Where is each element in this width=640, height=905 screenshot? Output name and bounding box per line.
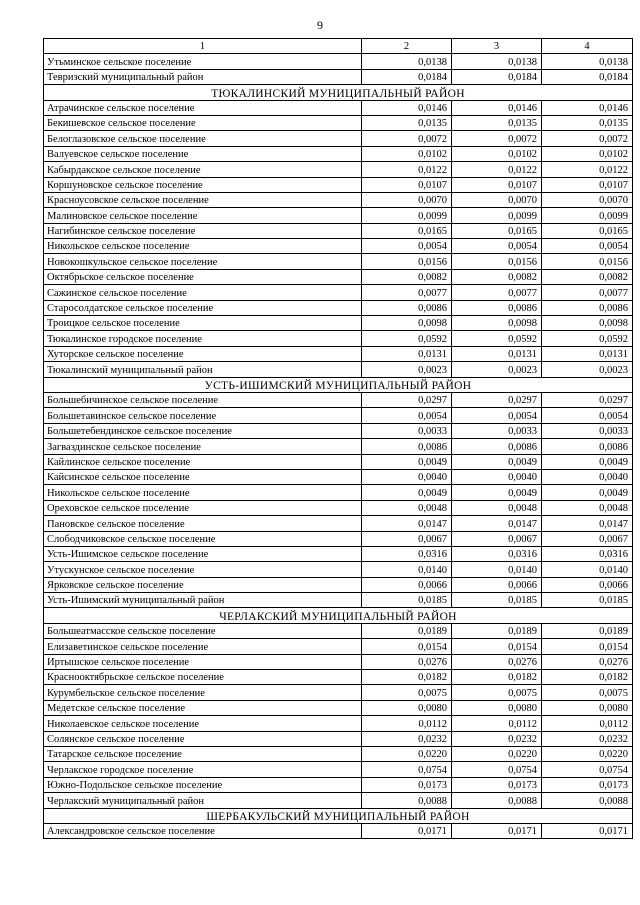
value-col-3: 0,0080 bbox=[452, 700, 542, 715]
value-col-4: 0,0107 bbox=[542, 177, 633, 192]
value-col-3: 0,0154 bbox=[452, 639, 542, 654]
value-col-4: 0,0040 bbox=[542, 469, 633, 484]
value-col-4: 0,0102 bbox=[542, 146, 633, 161]
value-col-4: 0,0033 bbox=[542, 423, 633, 438]
settlement-name: Александровское сельское поселение bbox=[44, 823, 362, 838]
settlement-name: Ореховское сельское поселение bbox=[44, 500, 362, 515]
value-col-3: 0,0189 bbox=[452, 623, 542, 638]
settlement-name: Кайсинское сельское поселение bbox=[44, 469, 362, 484]
table-row bbox=[44, 639, 633, 654]
value-col-4: 0,0049 bbox=[542, 454, 633, 469]
value-col-4: 0,0048 bbox=[542, 500, 633, 515]
value-col-3: 0,0099 bbox=[452, 208, 542, 223]
value-col-3: 0,0297 bbox=[452, 392, 542, 407]
value-col-4: 0,0135 bbox=[542, 115, 633, 130]
value-col-4: 0,0122 bbox=[542, 162, 633, 177]
value-col-3: 0,0112 bbox=[452, 716, 542, 731]
value-col-2: 0,0086 bbox=[362, 439, 452, 454]
table-row bbox=[44, 546, 633, 561]
value-col-3: 0,0146 bbox=[452, 100, 542, 115]
value-col-4: 0,0075 bbox=[542, 685, 633, 700]
value-col-2: 0,0086 bbox=[362, 300, 452, 315]
table-row bbox=[44, 239, 633, 254]
table-row bbox=[44, 54, 633, 69]
value-col-4: 0,0112 bbox=[542, 716, 633, 731]
settlement-name: Черлакский муниципальный район bbox=[44, 793, 362, 808]
value-col-3: 0,0165 bbox=[452, 223, 542, 238]
table-row bbox=[44, 423, 633, 438]
value-col-4: 0,0754 bbox=[542, 762, 633, 777]
value-col-4: 0,0189 bbox=[542, 623, 633, 638]
value-col-2: 0,0592 bbox=[362, 331, 452, 346]
table-row bbox=[44, 192, 633, 207]
value-col-4: 0,0146 bbox=[542, 100, 633, 115]
table-row bbox=[44, 208, 633, 223]
column-header-1: 1 bbox=[44, 39, 362, 54]
value-col-4: 0,0086 bbox=[542, 300, 633, 315]
table-body bbox=[44, 54, 633, 839]
value-col-2: 0,0049 bbox=[362, 454, 452, 469]
table-row bbox=[44, 823, 633, 838]
value-col-3: 0,0122 bbox=[452, 162, 542, 177]
value-col-3: 0,0067 bbox=[452, 531, 542, 546]
table-row bbox=[44, 162, 633, 177]
value-col-3: 0,0185 bbox=[452, 593, 542, 608]
table-row bbox=[44, 408, 633, 423]
value-col-3: 0,0086 bbox=[452, 439, 542, 454]
value-col-3: 0,0220 bbox=[452, 746, 542, 761]
settlement-name: Кайлинское сельское поселение bbox=[44, 454, 362, 469]
table-row bbox=[44, 700, 633, 715]
table-row bbox=[44, 485, 633, 500]
value-col-4: 0,0156 bbox=[542, 254, 633, 269]
value-col-3: 0,0048 bbox=[452, 500, 542, 515]
table-row bbox=[44, 654, 633, 669]
value-col-3: 0,0592 bbox=[452, 331, 542, 346]
value-col-4: 0,0086 bbox=[542, 439, 633, 454]
settlement-name: Нагибинское сельское поселение bbox=[44, 223, 362, 238]
table-row bbox=[44, 777, 633, 792]
value-col-3: 0,0098 bbox=[452, 316, 542, 331]
table-row bbox=[44, 362, 633, 377]
value-col-3: 0,0173 bbox=[452, 777, 542, 792]
table-header-row bbox=[44, 39, 633, 54]
table-row bbox=[44, 223, 633, 238]
value-col-3: 0,0184 bbox=[452, 69, 542, 84]
region-header-row bbox=[44, 808, 633, 823]
value-col-2: 0,0080 bbox=[362, 700, 452, 715]
value-col-2: 0,0138 bbox=[362, 54, 452, 69]
value-col-2: 0,0297 bbox=[362, 392, 452, 407]
value-col-3: 0,0054 bbox=[452, 239, 542, 254]
value-col-2: 0,0135 bbox=[362, 115, 452, 130]
table-row bbox=[44, 500, 633, 515]
region-header-row bbox=[44, 85, 633, 100]
value-col-3: 0,0171 bbox=[452, 823, 542, 838]
settlement-name: Большетебендинское сельское поселение bbox=[44, 423, 362, 438]
value-col-2: 0,0040 bbox=[362, 469, 452, 484]
value-col-3: 0,0156 bbox=[452, 254, 542, 269]
value-col-2: 0,0082 bbox=[362, 269, 452, 284]
settlement-name: Старосолдатское сельское поселение bbox=[44, 300, 362, 315]
column-header-4: 4 bbox=[542, 39, 633, 54]
table-row bbox=[44, 716, 633, 731]
value-col-3: 0,0107 bbox=[452, 177, 542, 192]
table-row bbox=[44, 469, 633, 484]
value-col-4: 0,0131 bbox=[542, 346, 633, 361]
value-col-4: 0,0297 bbox=[542, 392, 633, 407]
settlement-name: Усть-Ишимский муниципальный район bbox=[44, 593, 362, 608]
value-col-2: 0,0098 bbox=[362, 316, 452, 331]
table-row bbox=[44, 115, 633, 130]
value-col-2: 0,0112 bbox=[362, 716, 452, 731]
value-col-4: 0,0220 bbox=[542, 746, 633, 761]
value-col-4: 0,0099 bbox=[542, 208, 633, 223]
table-row bbox=[44, 593, 633, 608]
settlement-name: Тюкалинское городское поселение bbox=[44, 331, 362, 346]
table-row bbox=[44, 300, 633, 315]
value-col-4: 0,0154 bbox=[542, 639, 633, 654]
value-col-2: 0,0102 bbox=[362, 146, 452, 161]
value-col-2: 0,0072 bbox=[362, 131, 452, 146]
region-title: ТЮКАЛИНСКИЙ МУНИЦИПАЛЬНЫЙ РАЙОН bbox=[44, 85, 633, 100]
value-col-4: 0,0049 bbox=[542, 485, 633, 500]
value-col-3: 0,0040 bbox=[452, 469, 542, 484]
table-row bbox=[44, 562, 633, 577]
value-col-4: 0,0080 bbox=[542, 700, 633, 715]
settlement-name: Медетское сельское поселение bbox=[44, 700, 362, 715]
settlement-name: Елизаветинское сельское поселение bbox=[44, 639, 362, 654]
value-col-3: 0,0049 bbox=[452, 485, 542, 500]
value-col-2: 0,0146 bbox=[362, 100, 452, 115]
table-row bbox=[44, 331, 633, 346]
value-col-4: 0,0184 bbox=[542, 69, 633, 84]
value-col-2: 0,0033 bbox=[362, 423, 452, 438]
value-col-3: 0,0070 bbox=[452, 192, 542, 207]
settlement-name: Усть-Ишимское сельское поселение bbox=[44, 546, 362, 561]
region-title: УСТЬ-ИШИМСКИЙ МУНИЦИПАЛЬНЫЙ РАЙОН bbox=[44, 377, 633, 392]
settlement-name: Сажинское сельское поселение bbox=[44, 285, 362, 300]
value-col-2: 0,0189 bbox=[362, 623, 452, 638]
value-col-3: 0,0066 bbox=[452, 577, 542, 592]
value-col-2: 0,0232 bbox=[362, 731, 452, 746]
settlement-name: Октябрьское сельское поселение bbox=[44, 269, 362, 284]
table-row bbox=[44, 177, 633, 192]
value-col-2: 0,0754 bbox=[362, 762, 452, 777]
value-col-2: 0,0122 bbox=[362, 162, 452, 177]
value-col-3: 0,0033 bbox=[452, 423, 542, 438]
settlement-name: Красноусовское сельское поселение bbox=[44, 192, 362, 207]
settlement-name: Слободчиковское сельское поселение bbox=[44, 531, 362, 546]
settlement-name: Хуторское сельское поселение bbox=[44, 346, 362, 361]
value-col-3: 0,0182 bbox=[452, 670, 542, 685]
column-header-2: 2 bbox=[362, 39, 452, 54]
value-col-3: 0,0049 bbox=[452, 454, 542, 469]
table-row bbox=[44, 454, 633, 469]
value-col-2: 0,0099 bbox=[362, 208, 452, 223]
value-col-3: 0,0054 bbox=[452, 408, 542, 423]
value-col-3: 0,0138 bbox=[452, 54, 542, 69]
value-col-4: 0,0054 bbox=[542, 239, 633, 254]
table-row bbox=[44, 531, 633, 546]
value-col-2: 0,0165 bbox=[362, 223, 452, 238]
value-col-2: 0,0048 bbox=[362, 500, 452, 515]
value-col-4: 0,0066 bbox=[542, 577, 633, 592]
settlement-name: Пановское сельское поселение bbox=[44, 516, 362, 531]
settlement-name: Бекишевское сельское поселение bbox=[44, 115, 362, 130]
value-col-3: 0,0135 bbox=[452, 115, 542, 130]
value-col-2: 0,0077 bbox=[362, 285, 452, 300]
settlement-name: Южно-Подольское сельское поселение bbox=[44, 777, 362, 792]
value-col-4: 0,0316 bbox=[542, 546, 633, 561]
table-row bbox=[44, 392, 633, 407]
table-row bbox=[44, 623, 633, 638]
settlement-name: Никольское сельское поселение bbox=[44, 485, 362, 500]
settlement-name: Краснооктябрьское сельское поселение bbox=[44, 670, 362, 685]
value-col-4: 0,0077 bbox=[542, 285, 633, 300]
value-col-2: 0,0147 bbox=[362, 516, 452, 531]
value-col-2: 0,0088 bbox=[362, 793, 452, 808]
value-col-3: 0,0088 bbox=[452, 793, 542, 808]
value-col-2: 0,0070 bbox=[362, 192, 452, 207]
value-col-3: 0,0102 bbox=[452, 146, 542, 161]
value-col-3: 0,0023 bbox=[452, 362, 542, 377]
value-col-2: 0,0173 bbox=[362, 777, 452, 792]
value-col-4: 0,0072 bbox=[542, 131, 633, 146]
settlement-name: Новокошкульское сельское поселение bbox=[44, 254, 362, 269]
value-col-4: 0,0054 bbox=[542, 408, 633, 423]
settlement-name: Коршуновское сельское поселение bbox=[44, 177, 362, 192]
settlement-name: Утускунское сельское поселение bbox=[44, 562, 362, 577]
value-col-2: 0,0067 bbox=[362, 531, 452, 546]
table-row bbox=[44, 131, 633, 146]
value-col-4: 0,0070 bbox=[542, 192, 633, 207]
table-row bbox=[44, 746, 633, 761]
table-row bbox=[44, 685, 633, 700]
value-col-4: 0,0165 bbox=[542, 223, 633, 238]
value-col-3: 0,0072 bbox=[452, 131, 542, 146]
value-col-2: 0,0131 bbox=[362, 346, 452, 361]
value-col-3: 0,0754 bbox=[452, 762, 542, 777]
page-number: 9 bbox=[317, 18, 323, 32]
value-col-2: 0,0154 bbox=[362, 639, 452, 654]
table-row bbox=[44, 254, 633, 269]
value-col-4: 0,0185 bbox=[542, 593, 633, 608]
table-row bbox=[44, 285, 633, 300]
value-col-4: 0,0082 bbox=[542, 269, 633, 284]
value-col-2: 0,0182 bbox=[362, 670, 452, 685]
table-row bbox=[44, 316, 633, 331]
value-col-3: 0,0077 bbox=[452, 285, 542, 300]
settlement-name: Утьминское сельское поселение bbox=[44, 54, 362, 69]
table-row bbox=[44, 269, 633, 284]
table-row bbox=[44, 146, 633, 161]
value-col-4: 0,0592 bbox=[542, 331, 633, 346]
settlement-name: Тевризский муниципальный район bbox=[44, 69, 362, 84]
region-title: ШЕРБАКУЛЬСКИЙ МУНИЦИПАЛЬНЫЙ РАЙОН bbox=[44, 808, 633, 823]
value-col-4: 0,0171 bbox=[542, 823, 633, 838]
value-col-3: 0,0082 bbox=[452, 269, 542, 284]
value-col-4: 0,0088 bbox=[542, 793, 633, 808]
value-col-2: 0,0049 bbox=[362, 485, 452, 500]
table-row bbox=[44, 793, 633, 808]
value-col-3: 0,0140 bbox=[452, 562, 542, 577]
settlement-name: Большетавинское сельское поселение bbox=[44, 408, 362, 423]
settlement-name: Черлакское городское поселение bbox=[44, 762, 362, 777]
settlement-name: Татарское сельское поселение bbox=[44, 746, 362, 761]
column-header-3: 3 bbox=[452, 39, 542, 54]
settlement-name: Белоглазовское сельское поселение bbox=[44, 131, 362, 146]
value-col-2: 0,0054 bbox=[362, 239, 452, 254]
value-col-3: 0,0086 bbox=[452, 300, 542, 315]
table-row bbox=[44, 762, 633, 777]
settlement-name: Малиновское сельское поселение bbox=[44, 208, 362, 223]
table-row bbox=[44, 731, 633, 746]
value-col-2: 0,0185 bbox=[362, 593, 452, 608]
value-col-4: 0,0098 bbox=[542, 316, 633, 331]
value-col-3: 0,0075 bbox=[452, 685, 542, 700]
value-col-4: 0,0232 bbox=[542, 731, 633, 746]
value-col-4: 0,0067 bbox=[542, 531, 633, 546]
table-row bbox=[44, 69, 633, 84]
value-col-2: 0,0054 bbox=[362, 408, 452, 423]
value-col-4: 0,0276 bbox=[542, 654, 633, 669]
settlement-name: Тюкалинский муниципальный район bbox=[44, 362, 362, 377]
value-col-4: 0,0182 bbox=[542, 670, 633, 685]
settlement-name: Никольское сельское поселение bbox=[44, 239, 362, 254]
region-header-row bbox=[44, 608, 633, 623]
value-col-4: 0,0147 bbox=[542, 516, 633, 531]
table-row bbox=[44, 439, 633, 454]
table-row bbox=[44, 577, 633, 592]
settlement-name: Валуевское сельское поселение bbox=[44, 146, 362, 161]
value-col-2: 0,0107 bbox=[362, 177, 452, 192]
settlement-name: Загваздинское сельское поселение bbox=[44, 439, 362, 454]
table-row bbox=[44, 346, 633, 361]
settlement-name: Большеатмасское сельское поселение bbox=[44, 623, 362, 638]
value-col-2: 0,0276 bbox=[362, 654, 452, 669]
value-col-4: 0,0173 bbox=[542, 777, 633, 792]
table-row bbox=[44, 516, 633, 531]
value-col-2: 0,0220 bbox=[362, 746, 452, 761]
settlement-name: Иртышское сельское поселение bbox=[44, 654, 362, 669]
table-row bbox=[44, 670, 633, 685]
settlement-name: Солянское сельское поселение bbox=[44, 731, 362, 746]
value-col-2: 0,0023 bbox=[362, 362, 452, 377]
value-col-3: 0,0131 bbox=[452, 346, 542, 361]
table-row bbox=[44, 100, 633, 115]
value-col-4: 0,0138 bbox=[542, 54, 633, 69]
value-col-2: 0,0316 bbox=[362, 546, 452, 561]
region-header-row bbox=[44, 377, 633, 392]
value-col-3: 0,0232 bbox=[452, 731, 542, 746]
region-title: ЧЕРЛАКСКИЙ МУНИЦИПАЛЬНЫЙ РАЙОН bbox=[44, 608, 633, 623]
value-col-2: 0,0171 bbox=[362, 823, 452, 838]
value-col-3: 0,0147 bbox=[452, 516, 542, 531]
value-col-2: 0,0066 bbox=[362, 577, 452, 592]
value-col-2: 0,0156 bbox=[362, 254, 452, 269]
settlement-name: Кабырдакское сельское поселение bbox=[44, 162, 362, 177]
settlement-name: Курумбельское сельское поселение bbox=[44, 685, 362, 700]
value-col-2: 0,0184 bbox=[362, 69, 452, 84]
settlement-name: Николаевское сельское поселение bbox=[44, 716, 362, 731]
value-col-3: 0,0316 bbox=[452, 546, 542, 561]
value-col-4: 0,0140 bbox=[542, 562, 633, 577]
value-col-2: 0,0075 bbox=[362, 685, 452, 700]
settlement-name: Троицкое сельское поселение bbox=[44, 316, 362, 331]
value-col-2: 0,0140 bbox=[362, 562, 452, 577]
data-table bbox=[43, 38, 633, 839]
value-col-4: 0,0023 bbox=[542, 362, 633, 377]
settlement-name: Большебичинское сельское поселение bbox=[44, 392, 362, 407]
settlement-name: Атрачинское сельское поселение bbox=[44, 100, 362, 115]
value-col-3: 0,0276 bbox=[452, 654, 542, 669]
settlement-name: Ярковское сельское поселение bbox=[44, 577, 362, 592]
